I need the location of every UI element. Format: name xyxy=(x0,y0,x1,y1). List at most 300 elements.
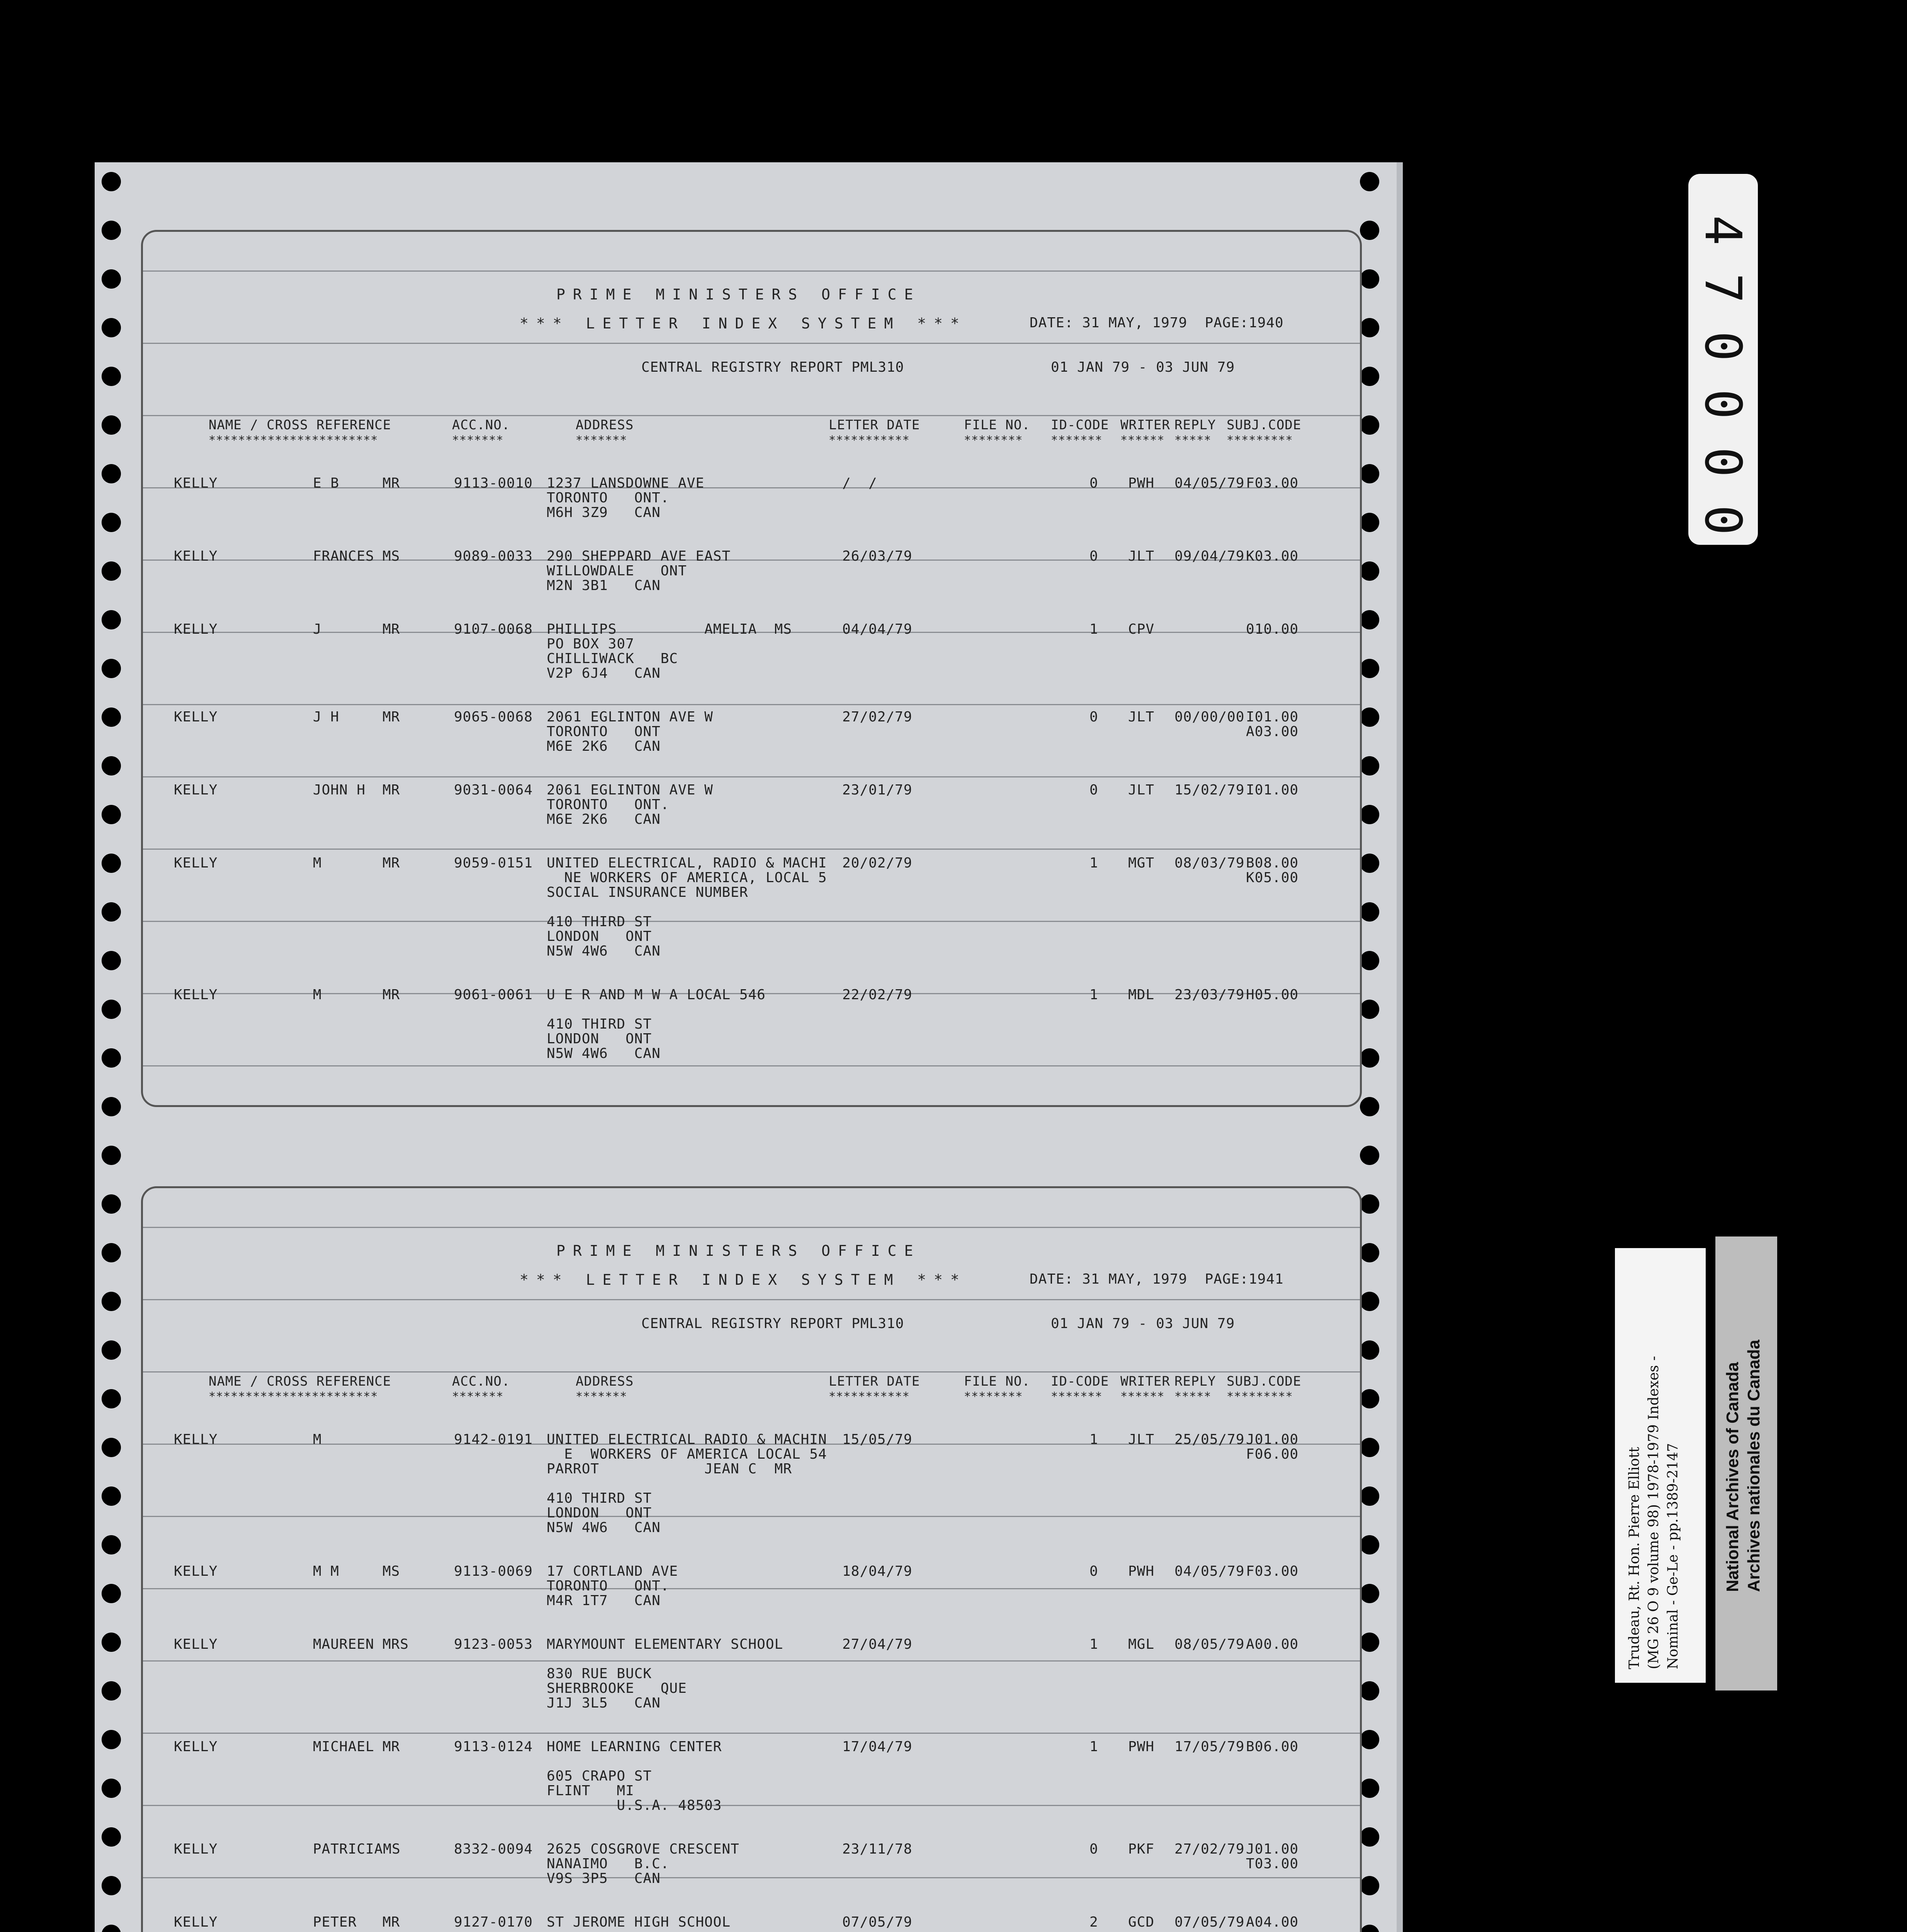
sprocket-hole xyxy=(102,172,121,191)
page-number-stamp xyxy=(1688,174,1758,545)
entry-id-code: 0 xyxy=(1089,548,1098,564)
sprocket-hole xyxy=(1360,1194,1379,1214)
entry-address-line: UNITED ELECTRICAL, RADIO & MACHI xyxy=(547,855,827,871)
sprocket-hole xyxy=(102,1243,121,1262)
sprocket-hole xyxy=(102,367,121,386)
entry-address-line: 830 RUE BUCK xyxy=(547,1666,652,1682)
sprocket-hole xyxy=(102,1681,121,1701)
entry-title: MR xyxy=(382,1739,400,1755)
entry-surname: KELLY xyxy=(174,1841,218,1857)
column-underline: ******* xyxy=(452,434,504,447)
column-underline: ******** xyxy=(964,1390,1023,1403)
sprocket-hole xyxy=(102,221,121,240)
sprocket-hole xyxy=(1360,1340,1379,1360)
form-ruling-line xyxy=(143,1733,1360,1734)
sprocket-hole xyxy=(102,269,121,289)
entry-surname: KELLY xyxy=(174,1914,218,1930)
entry-letter-date: 23/01/79 xyxy=(842,782,913,798)
sprocket-hole xyxy=(1360,561,1379,581)
sprocket-hole xyxy=(102,513,121,532)
entry-acc-no: 9113-0124 xyxy=(454,1739,533,1755)
column-underline: ******* xyxy=(1051,434,1103,447)
entry-subject-code: F03.00 xyxy=(1246,1563,1299,1579)
entry-surname: KELLY xyxy=(174,475,218,491)
entry-address-line: 2625 COSGROVE CRESCENT xyxy=(547,1841,739,1857)
report-date-page: DATE: 31 MAY, 1979 PAGE:1941 xyxy=(1030,1271,1284,1287)
entry-acc-no: 9127-0170 xyxy=(454,1914,533,1930)
entry-acc-no: 9113-0010 xyxy=(454,475,533,491)
form-ruling-line xyxy=(143,1877,1360,1878)
entry-subject-code: I01.00 xyxy=(1246,709,1299,725)
stamp-digit: 0 xyxy=(1694,389,1752,420)
entry-address-line: TORONTO ONT. xyxy=(547,490,670,506)
form-ruling-line xyxy=(143,849,1360,850)
entry-acc-no: 8332-0094 xyxy=(454,1841,533,1857)
entry-letter-date: / / xyxy=(842,475,877,491)
entry-address-line: M6H 3Z9 CAN xyxy=(547,505,661,520)
entry-acc-no: 9123-0053 xyxy=(454,1636,533,1652)
sprocket-hole xyxy=(102,1340,121,1360)
report-form-1 xyxy=(141,230,1362,1107)
entry-address-line: 2061 EGLINTON AVE W xyxy=(547,782,713,798)
entry-reply-date: 25/05/79 xyxy=(1174,1432,1245,1447)
entry-address-line: LONDON ONT xyxy=(547,1505,652,1521)
sprocket-hole xyxy=(102,610,121,629)
form-ruling-line xyxy=(143,1227,1360,1228)
entry-address-line: M4R 1T7 CAN xyxy=(547,1593,661,1609)
entry-address-line: 17 CORTLAND AVE xyxy=(547,1563,678,1579)
entry-title: MR xyxy=(382,1914,400,1930)
entry-subject-code: H05.00 xyxy=(1246,987,1299,1003)
entry-title: MR xyxy=(382,782,400,798)
entry-surname: KELLY xyxy=(174,1739,218,1755)
sprocket-hole xyxy=(1360,902,1379,922)
entry-reply-date: 27/02/79 xyxy=(1174,1841,1245,1857)
entry-reply-date: 08/03/79 xyxy=(1174,855,1245,871)
entry-reply-date: 23/03/79 xyxy=(1174,987,1245,1003)
entry-letter-date: 07/05/79 xyxy=(842,1914,913,1930)
sprocket-hole xyxy=(1360,318,1379,337)
sprocket-hole xyxy=(102,1048,121,1068)
entry-reply-date: 00/00/00 xyxy=(1174,709,1245,725)
entry-surname: KELLY xyxy=(174,855,218,871)
sprocket-hole xyxy=(102,902,121,922)
sprocket-hole xyxy=(1360,1243,1379,1262)
entry-given-name: M xyxy=(313,855,322,871)
report-period: 01 JAN 79 - 03 JUN 79 xyxy=(1051,1316,1235,1332)
entry-address-line: NE WORKERS OF AMERICA, LOCAL 5 xyxy=(547,870,827,886)
entry-address-line: 290 SHEPPARD AVE EAST xyxy=(547,548,731,564)
left-sprocket-holes xyxy=(95,162,118,1932)
sprocket-hole xyxy=(102,805,121,824)
entry-acc-no: 9142-0191 xyxy=(454,1432,533,1447)
column-underline: ******* xyxy=(452,1390,504,1403)
entry-writer: PWH xyxy=(1128,1563,1155,1579)
column-underline: ***** xyxy=(1174,434,1212,447)
entry-given-name: M xyxy=(313,1432,322,1447)
entry-address-line: M6E 2K6 CAN xyxy=(547,738,661,754)
archive-line-2: (MG 26 O 9 volume 98) 1978-1979 Indexes - xyxy=(1646,1356,1662,1669)
sprocket-hole xyxy=(102,318,121,337)
entry-writer: MDL xyxy=(1128,987,1155,1003)
sprocket-hole xyxy=(102,1438,121,1457)
column-header: WRITER xyxy=(1120,1374,1170,1389)
entry-subject-code: F06.00 xyxy=(1246,1446,1299,1462)
entry-address-line: U.S.A. 48503 xyxy=(547,1798,722,1813)
entry-address-line: PHILLIPS AMELIA MS xyxy=(547,621,792,637)
column-header: SUBJ.CODE xyxy=(1227,417,1302,433)
entry-letter-date: 27/02/79 xyxy=(842,709,913,725)
column-header: FILE NO. xyxy=(964,417,1030,433)
column-header: ID-CODE xyxy=(1051,417,1109,433)
entry-reply-date: 07/05/79 xyxy=(1174,1914,1245,1930)
sprocket-hole xyxy=(102,1292,121,1311)
stamp-digit: 0 xyxy=(1694,331,1752,362)
entry-address-line: FLINT MI xyxy=(547,1783,634,1799)
entry-given-name: PETER xyxy=(313,1914,357,1930)
column-underline: ********* xyxy=(1227,1390,1293,1403)
form-ruling-line xyxy=(143,343,1360,344)
sprocket-hole xyxy=(1360,1730,1379,1749)
column-underline: *********** xyxy=(829,434,910,447)
sprocket-hole xyxy=(102,464,121,483)
form-ruling-line xyxy=(143,1065,1360,1066)
column-underline: ****** xyxy=(1120,434,1165,447)
column-underline: *********************** xyxy=(209,1390,378,1403)
column-header: WRITER xyxy=(1120,417,1170,433)
entry-letter-date: 23/11/78 xyxy=(842,1841,913,1857)
entry-address-line: ST JEROME HIGH SCHOOL xyxy=(547,1914,731,1930)
entry-acc-no: 9107-0068 xyxy=(454,621,533,637)
sprocket-hole xyxy=(102,1925,121,1932)
sprocket-hole xyxy=(1360,464,1379,483)
form-ruling-line xyxy=(143,1805,1360,1806)
entry-subject-code: J01.00 xyxy=(1246,1432,1299,1447)
entry-given-name: JOHN H xyxy=(313,782,366,798)
column-underline: ********* xyxy=(1227,434,1293,447)
sprocket-hole xyxy=(102,1584,121,1603)
entry-letter-date: 20/02/79 xyxy=(842,855,913,871)
entry-id-code: 0 xyxy=(1089,475,1098,491)
column-underline: ****** xyxy=(1120,1390,1165,1403)
entry-address-line: V9S 3P5 CAN xyxy=(547,1871,661,1886)
entry-address-line: SHERBROOKE QUE xyxy=(547,1680,687,1696)
entry-acc-no: 9089-0033 xyxy=(454,548,533,564)
brand-line-fr: Archives nationales du Canada xyxy=(1744,1340,1763,1592)
column-header: ACC.NO. xyxy=(452,1374,510,1389)
sprocket-hole xyxy=(1360,1633,1379,1652)
sprocket-hole xyxy=(1360,1925,1379,1932)
registry-name: CENTRAL REGISTRY REPORT PML310 xyxy=(641,359,904,375)
sprocket-hole xyxy=(1360,1827,1379,1847)
entry-given-name: PATRICIAMS xyxy=(313,1841,401,1857)
sprocket-hole xyxy=(102,1000,121,1019)
entry-letter-date: 15/05/79 xyxy=(842,1432,913,1447)
entry-id-code: 0 xyxy=(1089,782,1098,798)
entry-acc-no: 9113-0069 xyxy=(454,1563,533,1579)
entry-writer: JLT xyxy=(1128,548,1155,564)
sprocket-hole xyxy=(102,854,121,873)
entry-id-code: 1 xyxy=(1089,621,1098,637)
entry-address-line: N5W 4W6 CAN xyxy=(547,1046,661,1061)
column-underline: ******* xyxy=(576,434,627,447)
entry-subject-code: 010.00 xyxy=(1246,621,1299,637)
column-underline: *********** xyxy=(829,1390,910,1403)
entry-id-code: 1 xyxy=(1089,987,1098,1003)
entry-address-line: J1J 3L5 CAN xyxy=(547,1695,661,1711)
stamp-digit: 0 xyxy=(1694,447,1752,478)
entry-letter-date: 04/04/79 xyxy=(842,621,913,637)
sprocket-hole xyxy=(102,1194,121,1214)
entry-id-code: 1 xyxy=(1089,1739,1098,1755)
sprocket-hole xyxy=(1360,659,1379,678)
office-title: PRIME MINISTERS OFFICE xyxy=(556,1242,921,1259)
entry-surname: KELLY xyxy=(174,621,218,637)
entry-reply-date: 08/05/79 xyxy=(1174,1636,1245,1652)
column-underline: ***** xyxy=(1174,1390,1212,1403)
sprocket-hole xyxy=(102,707,121,727)
sprocket-hole xyxy=(102,659,121,678)
entry-address-line: UNITED ELECTRICAL RADIO & MACHIN xyxy=(547,1432,827,1447)
sprocket-hole xyxy=(102,1486,121,1506)
entry-address-line: LONDON ONT xyxy=(547,929,652,944)
sprocket-hole xyxy=(1360,707,1379,727)
sprocket-hole xyxy=(1360,1876,1379,1895)
entry-acc-no: 9059-0151 xyxy=(454,855,533,871)
report-form-2 xyxy=(141,1186,1362,1932)
entry-id-code: 0 xyxy=(1089,709,1098,725)
sprocket-hole xyxy=(1360,1681,1379,1701)
form-ruling-line xyxy=(143,1516,1360,1517)
entry-subject-code: B06.00 xyxy=(1246,1739,1299,1755)
form-ruling-line xyxy=(143,776,1360,777)
form-ruling-line xyxy=(143,270,1360,272)
sprocket-hole xyxy=(102,756,121,776)
entry-subject-code: T03.00 xyxy=(1246,1856,1299,1872)
entry-address-line: WILLOWDALE ONT xyxy=(547,563,687,579)
column-header: LETTER DATE xyxy=(829,417,920,433)
entry-given-name: J xyxy=(313,621,322,637)
entry-address-line: MARYMOUNT ELEMENTARY SCHOOL xyxy=(547,1636,784,1652)
entry-title: MR xyxy=(382,621,400,637)
sprocket-hole xyxy=(1360,854,1379,873)
sprocket-hole xyxy=(102,1876,121,1895)
column-header: ADDRESS xyxy=(576,1374,634,1389)
column-underline: *********************** xyxy=(209,434,378,447)
archive-line-1: Trudeau, Rt. Hon. Pierre Elliott xyxy=(1627,1447,1642,1669)
entry-subject-code: A04.00 xyxy=(1246,1914,1299,1930)
entry-surname: KELLY xyxy=(174,987,218,1003)
entry-id-code: 1 xyxy=(1089,1432,1098,1447)
form-ruling-line xyxy=(143,415,1360,416)
entry-writer: JLT xyxy=(1128,782,1155,798)
entry-acc-no: 9031-0064 xyxy=(454,782,533,798)
sprocket-hole xyxy=(102,1146,121,1165)
entry-subject-code: B08.00 xyxy=(1246,855,1299,871)
sprocket-hole xyxy=(1360,513,1379,532)
entry-surname: KELLY xyxy=(174,548,218,564)
sprocket-hole xyxy=(102,415,121,435)
entry-id-code: 0 xyxy=(1089,1841,1098,1857)
entry-address-line: LONDON ONT xyxy=(547,1031,652,1047)
entry-writer: GCD xyxy=(1128,1914,1155,1930)
column-underline: ******** xyxy=(964,434,1023,447)
entry-address-line: M2N 3B1 CAN xyxy=(547,578,661,594)
column-header: ADDRESS xyxy=(576,417,634,433)
entry-surname: KELLY xyxy=(174,1432,218,1447)
sprocket-hole xyxy=(1360,756,1379,776)
entry-id-code: 1 xyxy=(1089,1636,1098,1652)
entry-id-code: 1 xyxy=(1089,855,1098,871)
entry-given-name: E B xyxy=(313,475,340,491)
entry-acc-no: 9061-0061 xyxy=(454,987,533,1003)
registry-name: CENTRAL REGISTRY REPORT PML310 xyxy=(641,1316,904,1332)
sprocket-hole xyxy=(1360,1097,1379,1116)
sprocket-hole xyxy=(102,1730,121,1749)
column-header: REPLY xyxy=(1174,1374,1216,1389)
sprocket-hole xyxy=(1360,1535,1379,1554)
entry-address-line: V2P 6J4 CAN xyxy=(547,665,661,681)
entry-letter-date: 17/04/79 xyxy=(842,1739,913,1755)
entry-subject-code: I01.00 xyxy=(1246,782,1299,798)
entry-writer: MGL xyxy=(1128,1636,1155,1652)
column-header: LETTER DATE xyxy=(829,1374,920,1389)
sprocket-hole xyxy=(1360,1486,1379,1506)
sprocket-hole xyxy=(1360,1292,1379,1311)
archive-line-3: Nominal - Ge-Le - pp.1389-2147 xyxy=(1665,1443,1681,1669)
report-date-page: DATE: 31 MAY, 1979 PAGE:1940 xyxy=(1030,315,1284,331)
entry-title: MR xyxy=(382,709,400,725)
entry-given-name: MICHAEL xyxy=(313,1739,374,1755)
entry-address-line: U E R AND M W A LOCAL 546 xyxy=(547,987,766,1003)
entry-address-line: 410 THIRD ST xyxy=(547,914,652,930)
form-ruling-line xyxy=(143,1371,1360,1372)
entry-address-line: TORONTO ONT xyxy=(547,724,661,740)
sprocket-hole xyxy=(1360,951,1379,970)
column-header: ID-CODE xyxy=(1051,1374,1109,1389)
sprocket-hole xyxy=(1360,1389,1379,1408)
form-ruling-line xyxy=(143,704,1360,705)
sprocket-hole xyxy=(1360,221,1379,240)
sprocket-hole xyxy=(102,561,121,581)
column-header: ACC.NO. xyxy=(452,417,510,433)
entry-id-code: 0 xyxy=(1089,1563,1098,1579)
entry-reply-date: 04/05/79 xyxy=(1174,475,1245,491)
entry-address-line: 605 CRAPO ST xyxy=(547,1768,652,1784)
stamp-digit: 7 xyxy=(1694,273,1752,304)
sprocket-hole xyxy=(1360,805,1379,824)
entry-subject-code: A03.00 xyxy=(1246,724,1299,740)
entry-address-line: 2061 EGLINTON AVE W xyxy=(547,709,713,725)
sprocket-hole xyxy=(102,1535,121,1554)
entry-subject-code: K05.00 xyxy=(1246,870,1299,886)
entry-title: MS xyxy=(382,548,400,564)
entry-title: MR xyxy=(382,475,400,491)
entry-writer: CPV xyxy=(1128,621,1155,637)
column-header: NAME / CROSS REFERENCE xyxy=(209,417,391,433)
brand-line-en: National Archives of Canada xyxy=(1723,1362,1742,1592)
sprocket-hole xyxy=(1360,269,1379,289)
entry-address-line: TORONTO ONT. xyxy=(547,1578,670,1594)
column-header: SUBJ.CODE xyxy=(1227,1374,1302,1389)
entry-reply-date: 04/05/79 xyxy=(1174,1563,1245,1579)
entry-title: MR xyxy=(382,987,400,1003)
entry-address-line: N5W 4W6 CAN xyxy=(547,1520,661,1536)
column-underline: ******* xyxy=(576,1390,627,1403)
archive-label xyxy=(1615,1248,1706,1683)
entry-address-line: HOME LEARNING CENTER xyxy=(547,1739,722,1755)
entry-letter-date: 27/04/79 xyxy=(842,1636,913,1652)
entry-subject-code: K03.00 xyxy=(1246,548,1299,564)
entry-given-name: MAUREEN xyxy=(313,1636,374,1652)
sprocket-hole xyxy=(1360,1048,1379,1068)
entry-address-line: 410 THIRD ST xyxy=(547,1490,652,1506)
entry-writer: JLT xyxy=(1128,1432,1155,1447)
entry-letter-date: 18/04/79 xyxy=(842,1563,913,1579)
column-header: REPLY xyxy=(1174,417,1216,433)
entry-address-line: 410 THIRD ST xyxy=(547,1016,652,1032)
printout-page xyxy=(95,162,1403,1932)
entry-title: MS xyxy=(382,1563,400,1579)
entry-given-name: M M xyxy=(313,1563,340,1579)
entry-letter-date: 22/02/79 xyxy=(842,987,913,1003)
entry-surname: KELLY xyxy=(174,1636,218,1652)
sprocket-hole xyxy=(1360,1584,1379,1603)
entry-address-line: E WORKERS OF AMERICA LOCAL 54 xyxy=(547,1446,827,1462)
system-title: *** LETTER INDEX SYSTEM *** xyxy=(520,315,967,332)
entry-subject-code: J01.00 xyxy=(1246,1841,1299,1857)
entry-reply-date: 09/04/79 xyxy=(1174,548,1245,564)
entry-reply-date: 17/05/79 xyxy=(1174,1739,1245,1755)
entry-writer: PWH xyxy=(1128,475,1155,491)
entry-writer: PWH xyxy=(1128,1739,1155,1755)
form-ruling-line xyxy=(143,1299,1360,1300)
form-ruling-line xyxy=(143,921,1360,922)
entry-title: MRS xyxy=(382,1636,409,1652)
sprocket-hole xyxy=(1360,367,1379,386)
entry-title: MR xyxy=(382,855,400,871)
right-sprocket-holes xyxy=(1360,162,1383,1932)
office-title: PRIME MINISTERS OFFICE xyxy=(556,286,921,303)
sprocket-hole xyxy=(102,1097,121,1116)
sprocket-hole xyxy=(1360,1779,1379,1798)
sprocket-hole xyxy=(1360,1146,1379,1165)
column-underline: ******* xyxy=(1051,1390,1103,1403)
sprocket-hole xyxy=(1360,1438,1379,1457)
entry-given-name: J H xyxy=(313,709,340,725)
entry-surname: KELLY xyxy=(174,709,218,725)
entry-address-line: M6E 2K6 CAN xyxy=(547,811,661,827)
entry-writer: JLT xyxy=(1128,709,1155,725)
entry-surname: KELLY xyxy=(174,1563,218,1579)
sprocket-hole xyxy=(102,1779,121,1798)
entry-address-line: PARROT JEAN C MR xyxy=(547,1461,792,1477)
report-period: 01 JAN 79 - 03 JUN 79 xyxy=(1051,359,1235,375)
entry-address-line: N5W 4W6 CAN xyxy=(547,943,661,959)
entry-writer: PKF xyxy=(1128,1841,1155,1857)
archives-brand-label xyxy=(1715,1236,1777,1690)
stamp-digit: 4 xyxy=(1694,215,1752,246)
entry-address-line: NANAIMO B.C. xyxy=(547,1856,670,1872)
entry-subject-code: F03.00 xyxy=(1246,475,1299,491)
entry-letter-date: 26/03/79 xyxy=(842,548,913,564)
entry-address-line: TORONTO ONT. xyxy=(547,797,670,813)
sprocket-hole xyxy=(1360,172,1379,191)
entry-address-line: CHILLIWACK BC xyxy=(547,651,678,667)
entry-address-line: SOCIAL INSURANCE NUMBER xyxy=(547,884,748,900)
system-title: *** LETTER INDEX SYSTEM *** xyxy=(520,1271,967,1288)
entry-address-line: 1237 LANSDOWNE AVE xyxy=(547,475,705,491)
